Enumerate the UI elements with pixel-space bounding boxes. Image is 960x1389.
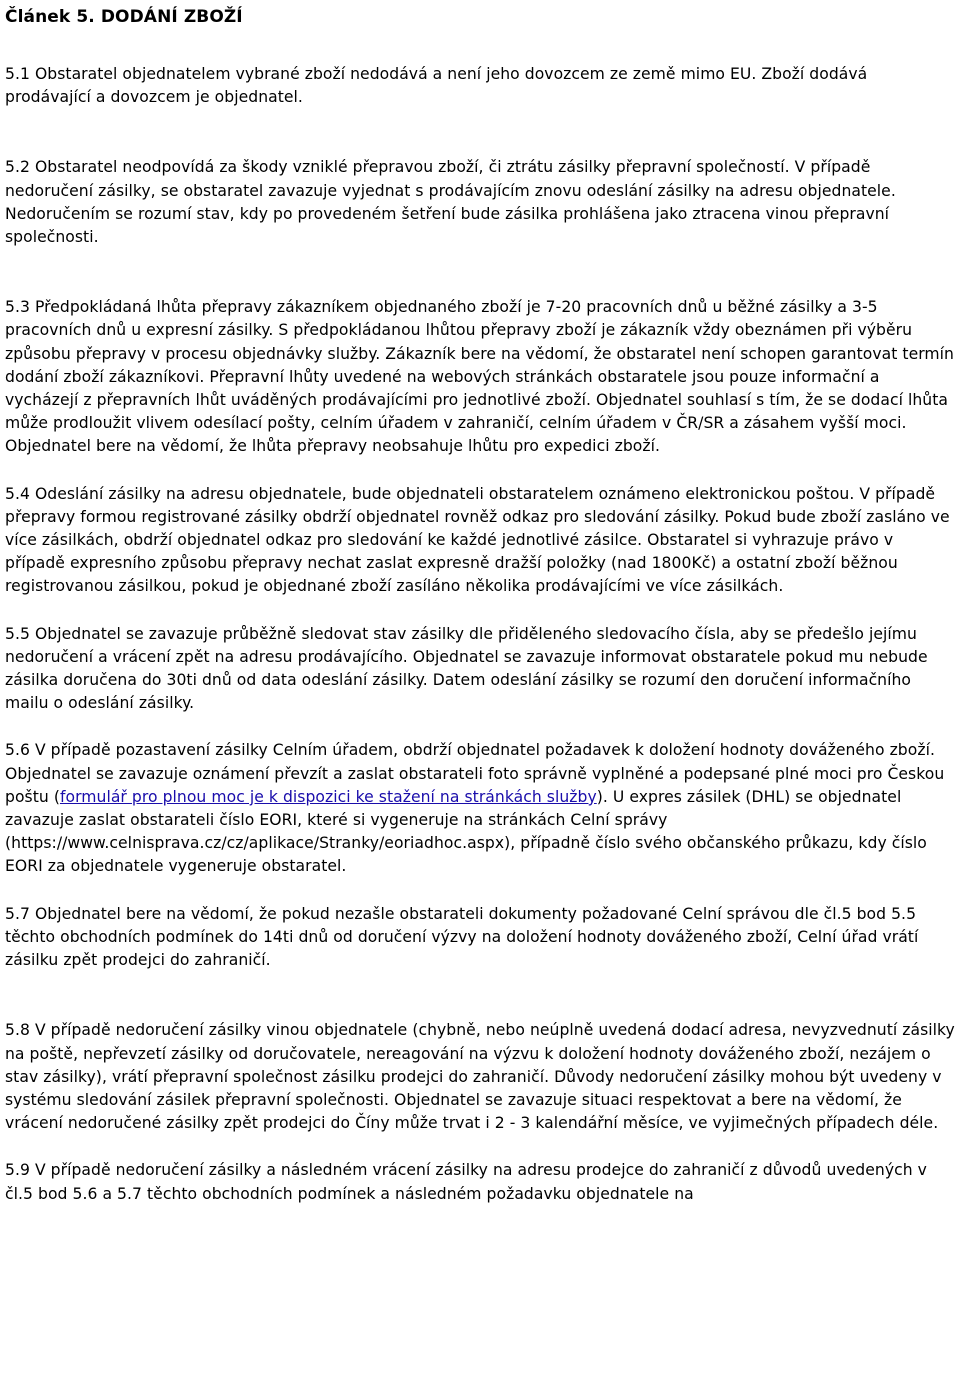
paragraph-5-2: 5.2 Obstaratel neodpovídá za škody vzniklé přepravou zboží, či ztrátu zásilky přepravní společností. V případě nedoručení zásilky, se obstaratel zavazuje vyjednat s prodávajícím znovu odeslání zásilky na adresu objednatele. Nedoručením se rozumí stav, kdy po provedeném šetření bude zásilka prohlášena jako ztracena vinou přepravní společnosti.	[5, 158, 896, 247]
paragraph-5-6	[5, 739, 957, 878]
paragraph-5-1: 5.1 Obstaratel objednatelem vybrané zboží nedodává a není jeho dovozcem ze země mimo EU. Zboží dodává prodávající a dovozcem je objednatel.	[5, 65, 868, 107]
paragraph-5-7: 5.7 Objednatel bere na vědomí, že pokud nezašle obstarateli dokumenty požadované Celní správou dle čl.5 bod 5.5 těchto obchodních podmínek do 14ti dnů od doručení výzvy na doložení hodnoty dováženého zboží, Celní úřad vrátí zásilku zpět prodejci do zahraničí.	[5, 904, 919, 970]
paragraph-5-8: 5.8 V případě nedoručení zásilky vinou objednatele (chybně, nebo neúplně uvedená dodací adresa, nevyzvednutí zásilky na poště, nepřevzetí zásilky od doručovatele, nereagování na výzvu k doložení hodnoty dováženého zboží, nezájem o stav zásilky), vrátí přepravní společnost zásilku prodejci do zahraničí. Důvody nedoručení zásilky mohou být uvedeny v systému sledování zásilek přepravní společnosti. Objednatel se zavazuje situaci respektovat a bere na vědomí, že vrácení nedoručené zásilky zpět prodejci do Číny může trvat i 2 - 3 kalendářní měsíce, ve vyjimečných případech déle.	[5, 1021, 955, 1133]
article-title: Článek 5. DODÁNÍ ZBOŽÍ	[5, 7, 243, 27]
power-of-attorney-form-link[interactable]: formulář pro plnou moc je k dispozici ke stažení na stránkách služby	[59, 787, 597, 806]
paragraph-5-9: 5.9 V případě nedoručení zásilky a následném vrácení zásilky na adresu prodejce do zahraničí z důvodů uvedených v čl.5 bod 5.6 a 5.7 těchto obchodních podmínek a následném požadavku objednatele na	[5, 1161, 927, 1203]
paragraph-5-5: 5.5 Objednatel se zavazuje průběžně sledovat stav zásilky dle přiděleného sledovacího čísla, aby se předešlo jejímu nedoručení a vrácení zpět na adresu prodávajícího. Objednatel se zavazuje informovat obstaratele pokud mu nebude zásilka doručena do 30ti dnů od data odeslání zásilky. Datem odeslání zásilky se rozumí den doručení informačního mailu o odeslání zásilky.	[5, 624, 928, 713]
paragraph-5-6-text-end: ). U expres zásilek (DHL) se objednatel zavazuje zaslat obstarateli číslo EORI, které si vygeneruje na stránkách Celní správy (https://www.celnisprava.cz/cz/aplikace/Stranky/eoriadhoc.aspx), případně číslo svého občanského průkazu, kdy číslo EORI za objednatele vygeneruje obstaratel.	[5, 787, 927, 876]
paragraph-5-6-text-start: 5.6 V případě pozastavení zásilky Celním úřadem, obdrží objednatel požadavek k doložení hodnoty dováženého zboží. Objednatel se zavazuje oznámení převzít a zaslat obstarateli foto správně vyplněné a podepsané plné moci pro Českou poštu (	[5, 741, 945, 806]
document-page	[5, 6, 957, 1206]
paragraph-5-3: 5.3 Předpokládaná lhůta přepravy zákazníkem objednaného zboží je 7-20 pracovních dnů u běžné zásilky a 3-5 pracovních dnů u expresní zásilky. S předpokládanou lhůtou přepravy zboží je zákazník vždy obeznámen při výběru způsobu přepravy v procesu objednávky služby. Zákazník bere na vědomí, že obstaratel není schopen garantovat termín dodání zboží zákazníkovi. Přepravní lhůty uvedené na webových stránkách obstaratele jsou pouze informační a vycházejí z přepravních lhůt uváděných prodávajícími pro jednotlivé zboží. Objednatel souhlasí s tím, že se dodací lhůta může prodloužit vlivem odesílací pošty, celním úřadem v zahraničí, celním úřadem v ČR/SR a zásahem vyšší moci. Objednatel bere na vědomí, že lhůta přepravy neobsahuje lhůtu pro expedici zboží.	[5, 298, 954, 456]
paragraph-5-4: 5.4 Odeslání zásilky na adresu objednatele, bude objednateli obstaratelem oznámeno elektronickou poštou. V případě přepravy formou registrované zásilky obdrží objednatel rovněž odkaz pro sledování zásilky. Pokud bude zboží zasláno ve více zásilkách, obdrží objednatel odkaz pro sledování ke každé jednotlivé zásilce. Obstaratel si vyhrazuje právo v případě expresního způsobu přepravy nechat zaslat expresně dražší položky (nad 1800Kč) a ostatní zboží běžnou registrovanou zásilkou, pokud je objednané zboží zasíláno několika prodávajícími ve více zásilkách.	[5, 484, 950, 596]
